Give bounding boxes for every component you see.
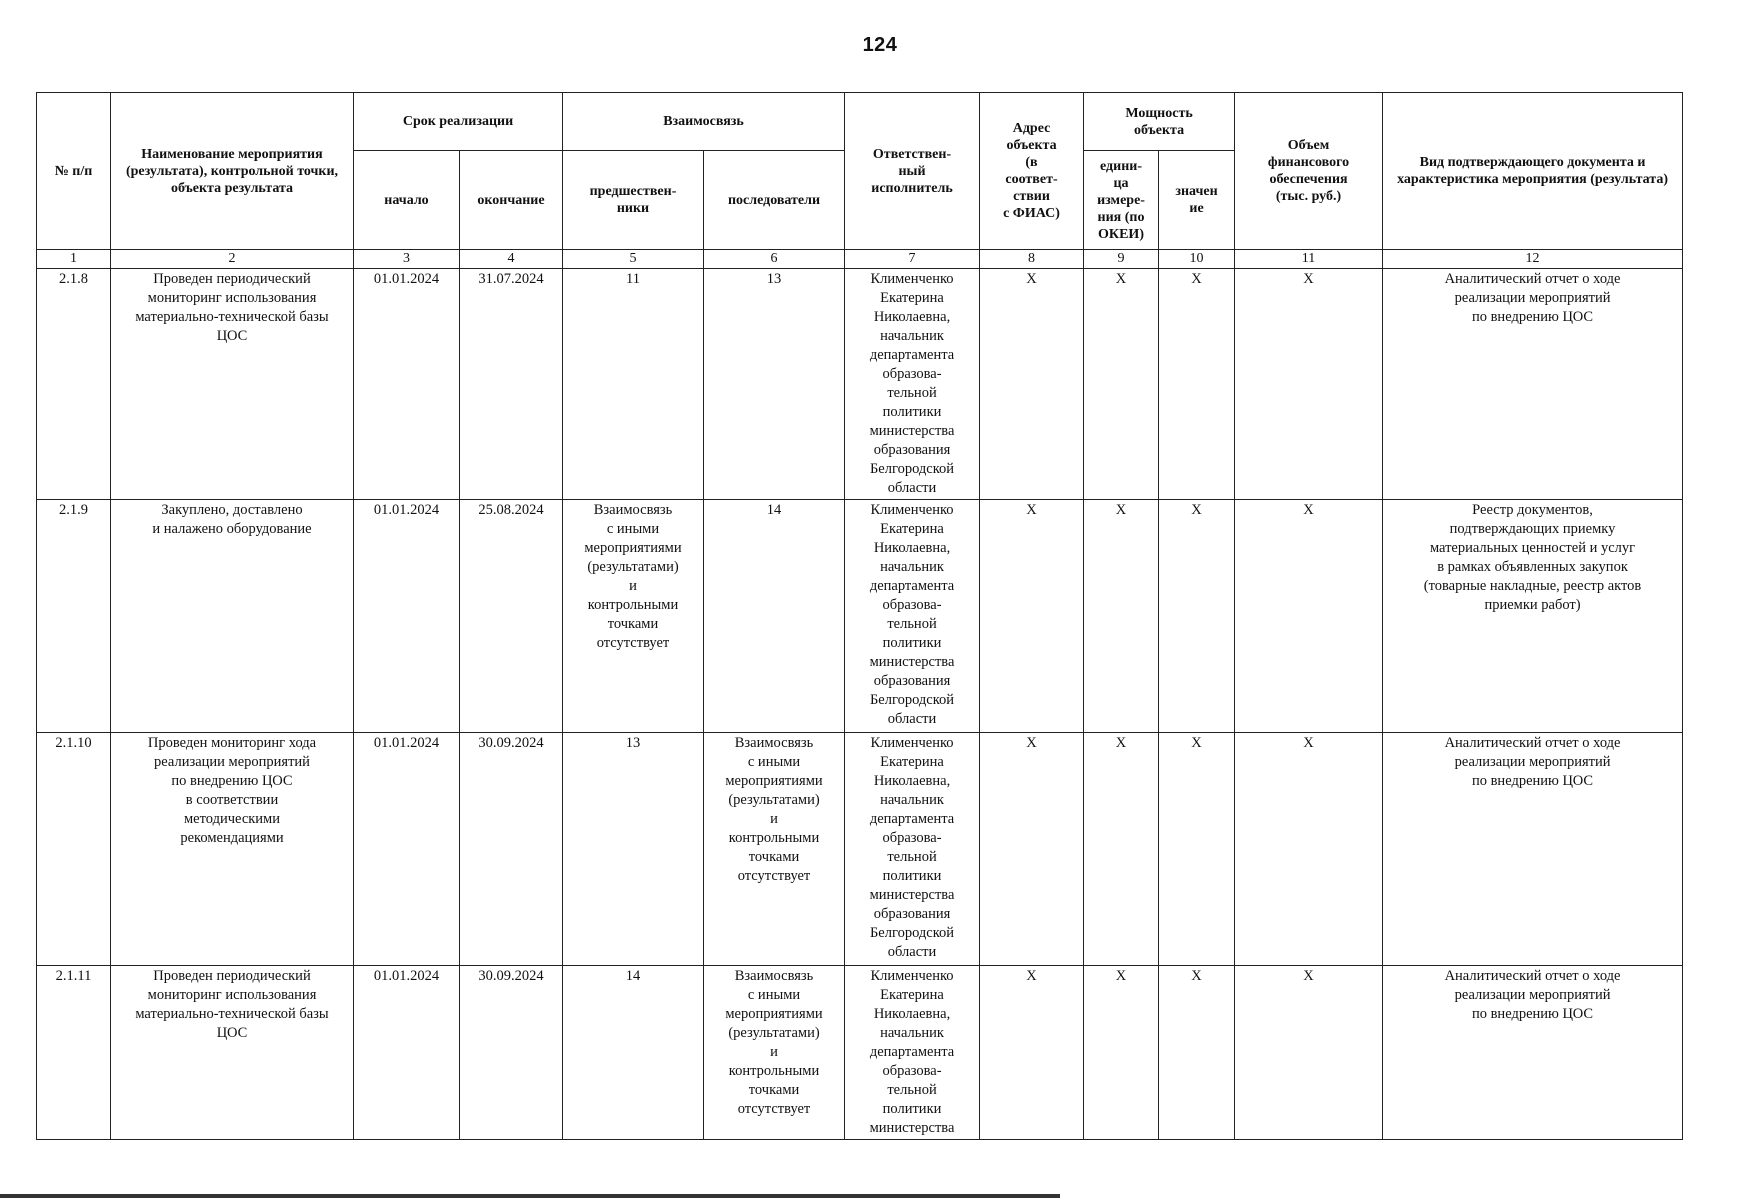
row-number: 2.1.8: [37, 269, 111, 500]
end-date: 30.09.2024: [460, 966, 563, 1140]
predecessors: Взаимосвязь с иными мероприятиями (результатами) и контрольными точками отсутствует: [563, 500, 704, 733]
plan-table: [36, 92, 1683, 1140]
financing-volume: X: [1235, 733, 1383, 966]
row-number: 2.1.11: [37, 966, 111, 1140]
financing-volume: X: [1235, 966, 1383, 1140]
start-date: 01.01.2024: [354, 500, 460, 733]
header-successors: последователи: [704, 151, 845, 250]
column-number-row: [37, 250, 1683, 269]
capacity-value: X: [1159, 966, 1235, 1140]
responsible-executor: Клименченко Екатерина Николаевна, начальник департамента образова- тельной политики министерства образования Белгородской области: [845, 733, 980, 966]
successors: Взаимосвязь с иными мероприятиями (результатами) и контрольными точками отсутствует: [704, 966, 845, 1140]
financing-volume: X: [1235, 269, 1383, 500]
responsible-executor: Клименченко Екатерина Николаевна, начальник департамента образова- тельной политики министерства образования Белгородской области: [845, 500, 980, 733]
header-period-group: Срок реализации: [354, 93, 563, 151]
predecessors: 13: [563, 733, 704, 966]
successors: Взаимосвязь с иными мероприятиями (результатами) и контрольными точками отсутствует: [704, 733, 845, 966]
column-number: 10: [1159, 250, 1235, 269]
confirming-document: Аналитический отчет о ходе реализации мероприятий по внедрению ЦОС: [1383, 966, 1683, 1140]
capacity-value: X: [1159, 733, 1235, 966]
capacity-unit: X: [1084, 966, 1159, 1140]
start-date: 01.01.2024: [354, 269, 460, 500]
responsible-executor: Клименченко Екатерина Николаевна, начальник департамента образова- тельной политики министерства образования Белгородской области: [845, 269, 980, 500]
object-address: X: [980, 500, 1084, 733]
row-number: 2.1.10: [37, 733, 111, 966]
measure-name: Закуплено, доставлено и налажено оборудование: [111, 500, 354, 733]
table-header: [37, 93, 1683, 250]
capacity-unit: X: [1084, 733, 1159, 966]
measure-name: Проведен периодический мониторинг использования материально-технической базы ЦОС: [111, 269, 354, 500]
header-responsible: Ответствен- ный исполнитель: [845, 93, 980, 250]
header-predecessors: предшествен- ники: [563, 151, 704, 250]
header-name: Наименование мероприятия (результата), контрольной точки, объекта результата: [111, 93, 354, 250]
start-date: 01.01.2024: [354, 966, 460, 1140]
column-number: 6: [704, 250, 845, 269]
page-number: 124: [862, 34, 898, 56]
capacity-value: X: [1159, 500, 1235, 733]
column-number: 9: [1084, 250, 1159, 269]
header-link-group: Взаимосвязь: [563, 93, 845, 151]
header-financing: Объем финансового обеспечения (тыс. руб.): [1235, 93, 1383, 250]
measure-name: Проведен мониторинг хода реализации мероприятий по внедрению ЦОС в соответствии методическими рекомендациями: [111, 733, 354, 966]
header-capacity-group: Мощность объекта: [1084, 93, 1235, 151]
end-date: 25.08.2024: [460, 500, 563, 733]
start-date: 01.01.2024: [354, 733, 460, 966]
confirming-document: Аналитический отчет о ходе реализации мероприятий по внедрению ЦОС: [1383, 733, 1683, 966]
column-number: 12: [1383, 250, 1683, 269]
header-end: окончание: [460, 151, 563, 250]
table-row: [37, 966, 1683, 1140]
object-address: X: [980, 733, 1084, 966]
row-number: 2.1.9: [37, 500, 111, 733]
column-number: 2: [111, 250, 354, 269]
footer-rule: [0, 1194, 1060, 1198]
successors: 14: [704, 500, 845, 733]
header-document: Вид подтверждающего документа и характеристика мероприятия (результата): [1383, 93, 1683, 250]
successors: 13: [704, 269, 845, 500]
header-value: значен ие: [1159, 151, 1235, 250]
header-start: начало: [354, 151, 460, 250]
column-number: 7: [845, 250, 980, 269]
table-row: [37, 733, 1683, 966]
capacity-unit: X: [1084, 500, 1159, 733]
capacity-unit: X: [1084, 269, 1159, 500]
responsible-executor: Клименченко Екатерина Николаевна, начальник департамента образова- тельной политики министерства: [845, 966, 980, 1140]
column-number: 3: [354, 250, 460, 269]
end-date: 31.07.2024: [460, 269, 563, 500]
measure-name: Проведен периодический мониторинг использования материально-технической базы ЦОС: [111, 966, 354, 1140]
header-num: № п/п: [37, 93, 111, 250]
column-number: 11: [1235, 250, 1383, 269]
header-address: Адрес объекта (в соответ- ствии с ФИАС): [980, 93, 1084, 250]
table-body: [37, 250, 1683, 1140]
confirming-document: Аналитический отчет о ходе реализации мероприятий по внедрению ЦОС: [1383, 269, 1683, 500]
table-row: [37, 500, 1683, 733]
column-number: 8: [980, 250, 1084, 269]
capacity-value: X: [1159, 269, 1235, 500]
predecessors: 14: [563, 966, 704, 1140]
header-unit: едини- ца измере- ния (по ОКЕИ): [1084, 151, 1159, 250]
table-row: [37, 269, 1683, 500]
financing-volume: X: [1235, 500, 1383, 733]
predecessors: 11: [563, 269, 704, 500]
object-address: X: [980, 966, 1084, 1140]
object-address: X: [980, 269, 1084, 500]
column-number: 4: [460, 250, 563, 269]
column-number: 5: [563, 250, 704, 269]
confirming-document: Реестр документов, подтверждающих приемку материальных ценностей и услуг в рамках объявленных закупок (товарные накладные, реестр актов приемки работ): [1383, 500, 1683, 733]
end-date: 30.09.2024: [460, 733, 563, 966]
column-number: 1: [37, 250, 111, 269]
